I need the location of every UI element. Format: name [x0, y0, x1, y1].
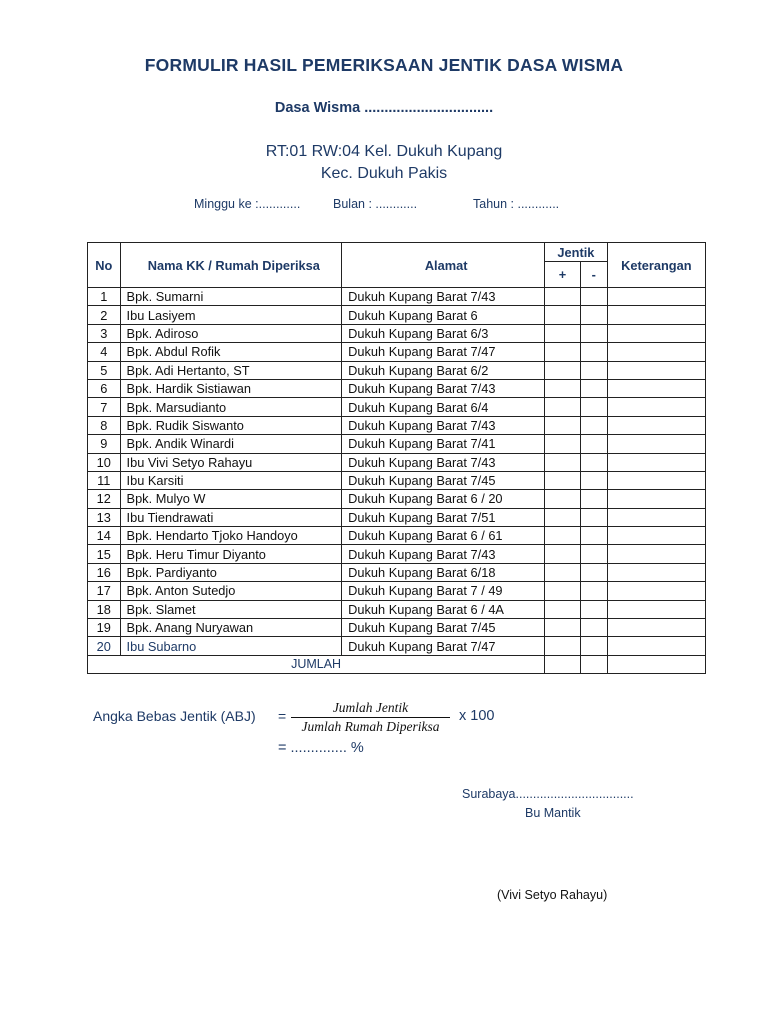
row-jentik-plus — [545, 508, 581, 526]
total-plus-cell — [545, 655, 581, 673]
row-jentik-plus — [545, 361, 581, 379]
row-nama: Bpk. Slamet — [120, 600, 342, 618]
minggu-field: Minggu ke :............ — [194, 197, 301, 211]
row-alamat: Dukuh Kupang Barat 7/41 — [342, 435, 545, 453]
signature-role: Bu Mantik — [525, 806, 581, 820]
row-keterangan — [607, 416, 705, 434]
row-jentik-plus — [545, 379, 581, 397]
row-keterangan — [607, 563, 705, 581]
row-nama: Ibu Subarno — [120, 637, 342, 655]
dasa-wisma-line: Dasa Wisma ................................ — [274, 100, 494, 116]
row-keterangan — [607, 324, 705, 342]
row-alamat: Dukuh Kupang Barat 6 / 20 — [342, 490, 545, 508]
inspection-table — [87, 242, 706, 674]
table-row — [88, 563, 706, 581]
row-nama: Bpk. Adiroso — [120, 324, 342, 342]
row-nama: Bpk. Anton Sutedjo — [120, 582, 342, 600]
row-keterangan — [607, 306, 705, 324]
row-jentik-minus — [580, 361, 607, 379]
table-row — [88, 545, 706, 563]
row-jentik-minus — [580, 545, 607, 563]
row-no: 3 — [88, 324, 121, 342]
row-no: 13 — [88, 508, 121, 526]
row-alamat: Dukuh Kupang Barat 6/4 — [342, 398, 545, 416]
row-jentik-plus — [545, 619, 581, 637]
row-no: 19 — [88, 619, 121, 637]
abj-result: = .............. % — [278, 740, 364, 756]
row-no: 17 — [88, 582, 121, 600]
row-jentik-plus — [545, 288, 581, 306]
row-no: 4 — [88, 343, 121, 361]
table-row — [88, 471, 706, 489]
table-row — [88, 361, 706, 379]
row-jentik-minus — [580, 416, 607, 434]
header-no: No — [88, 243, 121, 288]
table-row — [88, 508, 706, 526]
row-alamat: Dukuh Kupang Barat 6 — [342, 306, 545, 324]
header-alamat: Alamat — [342, 243, 545, 288]
row-alamat: Dukuh Kupang Barat 6 / 4A — [342, 600, 545, 618]
row-jentik-minus — [580, 435, 607, 453]
table-row — [88, 637, 706, 655]
table-row — [88, 306, 706, 324]
row-nama: Bpk. Marsudianto — [120, 398, 342, 416]
row-keterangan — [607, 453, 705, 471]
row-jentik-plus — [545, 582, 581, 600]
row-alamat: Dukuh Kupang Barat 6 / 61 — [342, 527, 545, 545]
row-keterangan — [607, 600, 705, 618]
row-nama: Bpk. Andik Winardi — [120, 435, 342, 453]
table-row — [88, 398, 706, 416]
total-label: JUMLAH — [88, 655, 545, 673]
row-no: 2 — [88, 306, 121, 324]
row-no: 11 — [88, 471, 121, 489]
row-no: 7 — [88, 398, 121, 416]
row-keterangan — [607, 379, 705, 397]
table-row — [88, 288, 706, 306]
row-no: 18 — [88, 600, 121, 618]
row-nama: Bpk. Abdul Rofik — [120, 343, 342, 361]
row-jentik-minus — [580, 379, 607, 397]
row-jentik-plus — [545, 490, 581, 508]
table-row — [88, 619, 706, 637]
row-jentik-minus — [580, 619, 607, 637]
row-keterangan — [607, 527, 705, 545]
row-no: 9 — [88, 435, 121, 453]
table-row — [88, 453, 706, 471]
row-jentik-minus — [580, 490, 607, 508]
header-jentik-minus: - — [580, 262, 607, 288]
row-keterangan — [607, 435, 705, 453]
row-nama: Bpk. Pardiyanto — [120, 563, 342, 581]
header-jentik: Jentik — [545, 243, 608, 262]
row-alamat: Dukuh Kupang Barat 7/43 — [342, 545, 545, 563]
row-no: 8 — [88, 416, 121, 434]
row-jentik-plus — [545, 343, 581, 361]
row-jentik-plus — [545, 527, 581, 545]
row-jentik-plus — [545, 471, 581, 489]
signature-name: (Vivi Setyo Rahayu) — [497, 888, 608, 902]
header-jentik-plus: + — [545, 262, 581, 288]
row-jentik-plus — [545, 435, 581, 453]
row-jentik-minus — [580, 563, 607, 581]
row-jentik-plus — [545, 637, 581, 655]
row-nama: Bpk. Mulyo W — [120, 490, 342, 508]
row-no: 15 — [88, 545, 121, 563]
row-keterangan — [607, 545, 705, 563]
row-no: 16 — [88, 563, 121, 581]
table-row — [88, 527, 706, 545]
row-alamat: Dukuh Kupang Barat 6/2 — [342, 361, 545, 379]
row-jentik-plus — [545, 545, 581, 563]
row-keterangan — [607, 582, 705, 600]
table-row — [88, 416, 706, 434]
row-jentik-plus — [545, 398, 581, 416]
row-nama: Bpk. Adi Hertanto, ST — [120, 361, 342, 379]
row-keterangan — [607, 637, 705, 655]
form-title: FORMULIR HASIL PEMERIKSAAN JENTIK DASA WISMA — [144, 55, 624, 75]
row-keterangan — [607, 361, 705, 379]
row-alamat: Dukuh Kupang Barat 7/43 — [342, 453, 545, 471]
abj-fraction — [291, 700, 450, 735]
signature-city-date: Surabaya.................................. — [462, 787, 634, 801]
row-no: 20 — [88, 637, 121, 655]
abj-denominator: Jumlah Rumah Diperiksa — [301, 719, 440, 734]
header-nama: Nama KK / Rumah Diperiksa — [120, 243, 342, 288]
table-row — [88, 600, 706, 618]
abj-multiplier: x 100 — [459, 708, 495, 724]
row-jentik-plus — [545, 453, 581, 471]
row-jentik-minus — [580, 508, 607, 526]
bulan-field: Bulan : ............ — [333, 197, 418, 211]
row-nama: Ibu Karsiti — [120, 471, 342, 489]
row-alamat: Dukuh Kupang Barat 7/45 — [342, 471, 545, 489]
abj-equals: = — [278, 708, 287, 724]
row-nama: Bpk. Rudik Siswanto — [120, 416, 342, 434]
row-no: 10 — [88, 453, 121, 471]
row-nama: Bpk. Hardik Sistiawan — [120, 379, 342, 397]
location-rt-rw: RT:01 RW:04 Kel. Dukuh Kupang — [265, 143, 503, 160]
row-jentik-minus — [580, 398, 607, 416]
row-alamat: Dukuh Kupang Barat 7/43 — [342, 288, 545, 306]
row-keterangan — [607, 288, 705, 306]
row-alamat: Dukuh Kupang Barat 6/3 — [342, 324, 545, 342]
row-alamat: Dukuh Kupang Barat 7/47 — [342, 637, 545, 655]
table-row — [88, 490, 706, 508]
row-no: 14 — [88, 527, 121, 545]
row-jentik-minus — [580, 324, 607, 342]
row-keterangan — [607, 343, 705, 361]
row-keterangan — [607, 471, 705, 489]
row-alamat: Dukuh Kupang Barat 7 / 49 — [342, 582, 545, 600]
row-no: 1 — [88, 288, 121, 306]
abj-numerator: Jumlah Jentik — [291, 700, 450, 718]
row-jentik-plus — [545, 306, 581, 324]
total-minus-cell — [580, 655, 607, 673]
row-no: 12 — [88, 490, 121, 508]
tahun-field: Tahun : ............ — [473, 197, 560, 211]
row-jentik-minus — [580, 343, 607, 361]
row-no: 5 — [88, 361, 121, 379]
row-jentik-minus — [580, 453, 607, 471]
row-jentik-minus — [580, 600, 607, 618]
table-row — [88, 343, 706, 361]
row-jentik-plus — [545, 416, 581, 434]
row-nama: Ibu Tiendrawati — [120, 508, 342, 526]
row-keterangan — [607, 398, 705, 416]
row-no: 6 — [88, 379, 121, 397]
row-jentik-plus — [545, 324, 581, 342]
row-nama: Ibu Lasiyem — [120, 306, 342, 324]
row-jentik-minus — [580, 637, 607, 655]
abj-label: Angka Bebas Jentik (ABJ) — [93, 708, 256, 724]
row-keterangan — [607, 619, 705, 637]
row-jentik-minus — [580, 288, 607, 306]
total-keterangan-cell — [607, 655, 705, 673]
table-row — [88, 379, 706, 397]
table-row — [88, 435, 706, 453]
row-jentik-minus — [580, 527, 607, 545]
row-nama: Bpk. Hendarto Tjoko Handoyo — [120, 527, 342, 545]
row-jentik-minus — [580, 471, 607, 489]
row-alamat: Dukuh Kupang Barat 7/43 — [342, 379, 545, 397]
row-jentik-plus — [545, 563, 581, 581]
header-keterangan: Keterangan — [607, 243, 705, 288]
row-alamat: Dukuh Kupang Barat 7/51 — [342, 508, 545, 526]
row-jentik-minus — [580, 582, 607, 600]
row-jentik-minus — [580, 306, 607, 324]
table-row — [88, 582, 706, 600]
row-jentik-plus — [545, 600, 581, 618]
row-alamat: Dukuh Kupang Barat 7/47 — [342, 343, 545, 361]
row-keterangan — [607, 508, 705, 526]
row-nama: Bpk. Sumarni — [120, 288, 342, 306]
row-alamat: Dukuh Kupang Barat 6/18 — [342, 563, 545, 581]
row-nama: Bpk. Anang Nuryawan — [120, 619, 342, 637]
row-keterangan — [607, 490, 705, 508]
row-alamat: Dukuh Kupang Barat 7/43 — [342, 416, 545, 434]
location-kecamatan: Kec. Dukuh Pakis — [320, 165, 448, 182]
row-alamat: Dukuh Kupang Barat 7/45 — [342, 619, 545, 637]
row-nama: Ibu Vivi Setyo Rahayu — [120, 453, 342, 471]
table-row — [88, 324, 706, 342]
row-nama: Bpk. Heru Timur Diyanto — [120, 545, 342, 563]
